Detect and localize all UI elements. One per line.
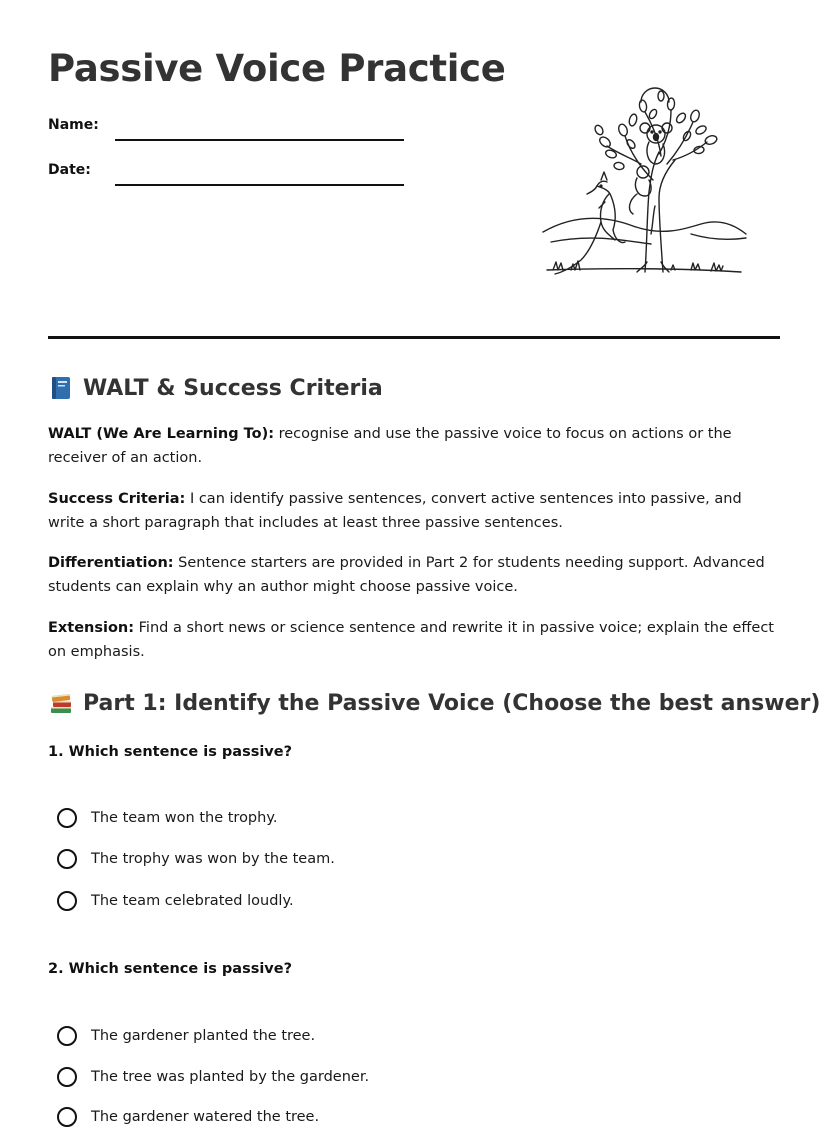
blue-book-icon bbox=[48, 375, 74, 401]
radio-button[interactable] bbox=[57, 891, 77, 911]
differentiation-paragraph bbox=[48, 551, 780, 599]
part1-section-heading bbox=[48, 690, 820, 716]
success-criteria-lead: Success Criteria: bbox=[48, 491, 186, 507]
differentiation-text: Sentence starters are provided in Part 2 for students needing support. Advanced students can explain why an author might choose passive voice. bbox=[48, 555, 765, 595]
page-title: Passive Voice Practice bbox=[48, 47, 506, 90]
question-1-option-1[interactable] bbox=[57, 805, 277, 831]
header-divider bbox=[48, 336, 780, 339]
walt-section-heading bbox=[48, 375, 383, 401]
date-field bbox=[48, 162, 408, 192]
question-1-option-2[interactable] bbox=[57, 846, 335, 872]
option-label: The gardener planted the tree. bbox=[91, 1028, 316, 1044]
radio-button[interactable] bbox=[57, 808, 77, 828]
radio-button[interactable] bbox=[57, 1067, 77, 1087]
radio-button[interactable] bbox=[57, 849, 77, 869]
success-criteria-paragraph bbox=[48, 487, 780, 535]
name-field bbox=[48, 117, 408, 147]
question-2-option-2[interactable] bbox=[57, 1064, 369, 1090]
walt-lead: WALT (We Are Learning To): bbox=[48, 426, 274, 442]
extension-lead: Extension: bbox=[48, 620, 135, 636]
walt-heading-text: WALT & Success Criteria bbox=[83, 375, 383, 401]
koala-kangaroo-tree-illustration bbox=[541, 84, 751, 280]
extension-text: Find a short news or science sentence and rewrite it in passive voice; explain the effect on emphasis. bbox=[48, 620, 774, 660]
option-label: The team won the trophy. bbox=[91, 810, 278, 826]
walt-text: recognise and use the passive voice to focus on actions or the receiver of an action. bbox=[48, 426, 732, 466]
extension-paragraph bbox=[48, 616, 780, 664]
option-label: The trophy was won by the team. bbox=[91, 851, 335, 867]
question-2-prompt: 2. Which sentence is passive? bbox=[48, 961, 292, 977]
name-input-line[interactable] bbox=[115, 139, 404, 141]
option-label: The tree was planted by the gardener. bbox=[91, 1069, 370, 1085]
question-1-prompt: 1. Which sentence is passive? bbox=[48, 744, 292, 760]
radio-button[interactable] bbox=[57, 1026, 77, 1046]
radio-button[interactable] bbox=[57, 1107, 77, 1127]
walt-paragraph bbox=[48, 422, 780, 470]
date-input-line[interactable] bbox=[115, 184, 404, 186]
part1-heading-text: Part 1: Identify the Passive Voice (Choose the best answer) bbox=[83, 690, 821, 716]
stacked-books-icon bbox=[48, 690, 74, 716]
question-1-option-3[interactable] bbox=[57, 888, 294, 914]
question-2-option-1[interactable] bbox=[57, 1023, 315, 1049]
success-criteria-text: I can identify passive sentences, convert active sentences into passive, and write a short paragraph that includes at least three passive sentences. bbox=[48, 491, 742, 531]
differentiation-lead: Differentiation: bbox=[48, 555, 174, 571]
date-label: Date: bbox=[48, 162, 91, 178]
option-label: The team celebrated loudly. bbox=[91, 893, 294, 909]
name-label: Name: bbox=[48, 117, 99, 133]
question-2-option-3[interactable] bbox=[57, 1104, 319, 1130]
option-label: The gardener watered the tree. bbox=[91, 1109, 320, 1125]
